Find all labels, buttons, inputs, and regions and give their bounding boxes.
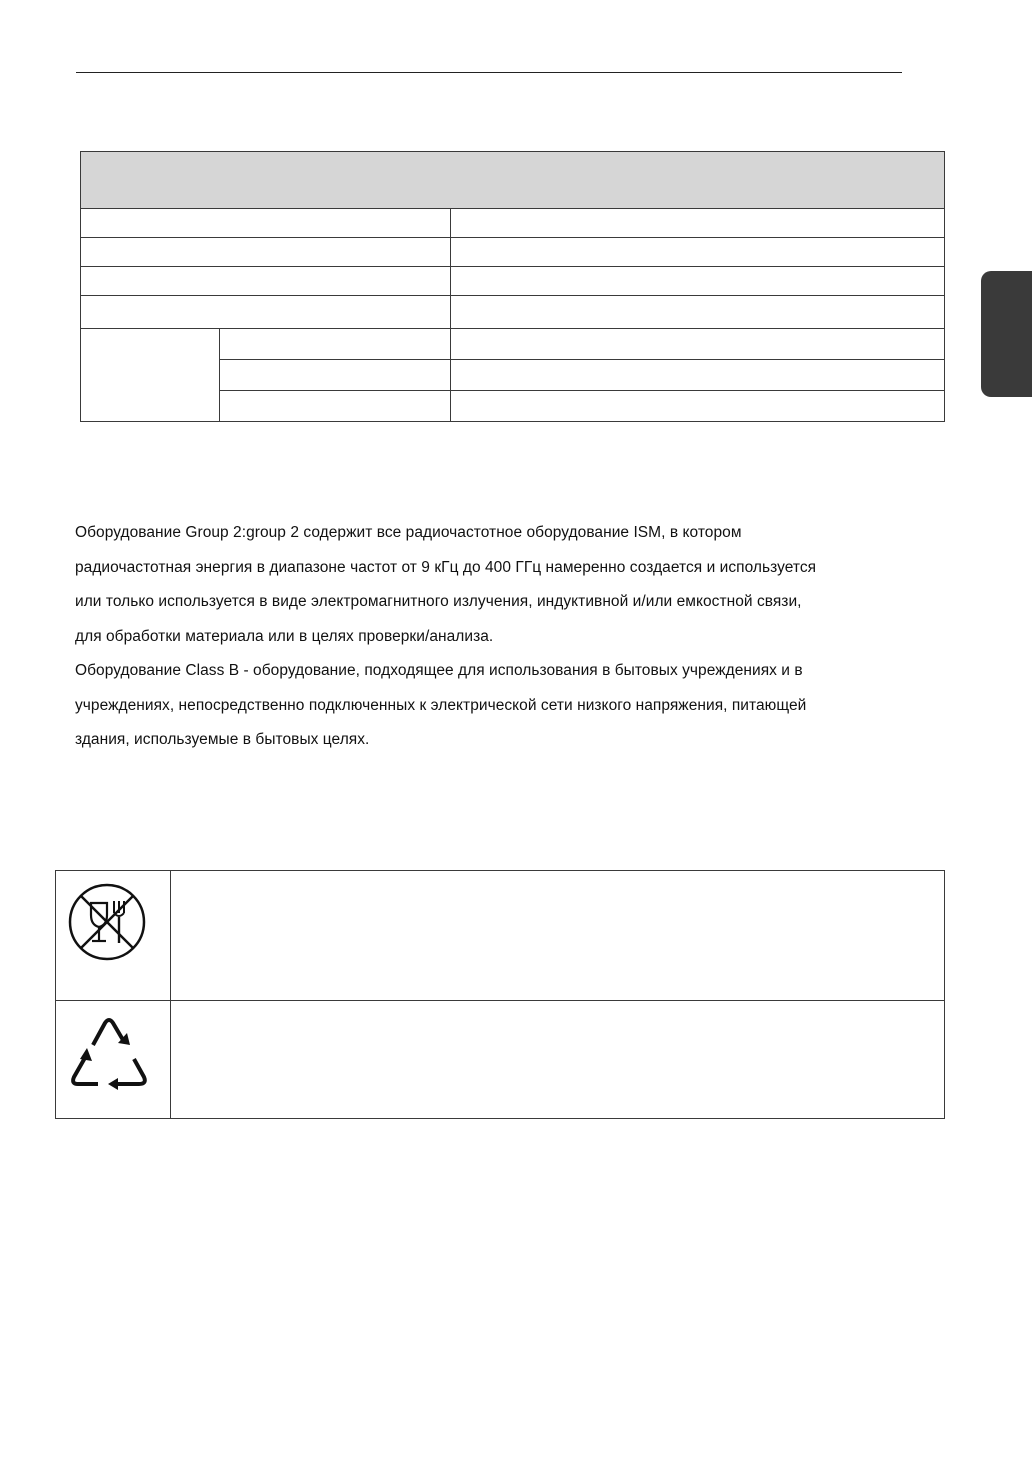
table-cell bbox=[81, 209, 451, 238]
group2-paragraph bbox=[75, 516, 955, 654]
top-rule bbox=[76, 72, 902, 73]
table-header bbox=[81, 152, 945, 209]
text-line: радиочастотная энергия в диапазоне частот от 9 кГц до 400 ГГц намеренно создается и используется bbox=[75, 558, 817, 576]
table-cell bbox=[451, 267, 945, 296]
symbol-description-cell bbox=[171, 1001, 945, 1119]
icon-cell bbox=[56, 871, 171, 1001]
text-line: для обработки материала или в целях проверки/анализа. bbox=[75, 627, 494, 645]
table-cell bbox=[81, 296, 451, 329]
table-group-cell bbox=[81, 329, 220, 422]
text-line: Оборудование Group 2:group 2 содержит все радиочастотное оборудование ISM, в котором bbox=[75, 524, 742, 541]
table-cell bbox=[451, 238, 945, 267]
icon-cell bbox=[56, 1001, 171, 1119]
table-cell bbox=[220, 360, 451, 391]
text-line: Оборудование Class B - оборудование, подходящее для использования в бытовых учреждениях и в bbox=[75, 662, 803, 679]
spec-table bbox=[80, 151, 945, 422]
table-cell bbox=[451, 360, 945, 391]
table-row bbox=[81, 329, 945, 360]
table-cell bbox=[81, 267, 451, 296]
ism-description bbox=[75, 516, 955, 758]
table-row bbox=[81, 238, 945, 267]
recycle-icon bbox=[56, 1001, 170, 1118]
table-cell bbox=[220, 329, 451, 360]
table-row bbox=[81, 267, 945, 296]
table-cell bbox=[81, 238, 451, 267]
table-cell bbox=[220, 391, 451, 422]
table-header-row bbox=[81, 152, 945, 209]
text-line: учреждениях, непосредственно подключенных к электрической сети низкого напряжения, питающей bbox=[75, 696, 807, 714]
text-line: здания, используемые в бытовых целях. bbox=[75, 731, 370, 748]
not-for-food-contact-icon bbox=[56, 871, 170, 1000]
section-tab bbox=[981, 271, 1032, 397]
classb-paragraph bbox=[75, 654, 955, 758]
table-cell bbox=[451, 391, 945, 422]
symbol-table bbox=[55, 870, 945, 1119]
table-row bbox=[56, 871, 945, 1001]
table-row bbox=[56, 1001, 945, 1119]
table-cell bbox=[451, 209, 945, 238]
symbol-description-cell bbox=[171, 871, 945, 1001]
table-row bbox=[81, 209, 945, 238]
text-line: или только используется в виде электромагнитного излучения, индуктивной и/или емкостной связи, bbox=[75, 593, 802, 610]
table-cell bbox=[451, 296, 945, 329]
table-cell bbox=[451, 329, 945, 360]
table-row bbox=[81, 296, 945, 329]
